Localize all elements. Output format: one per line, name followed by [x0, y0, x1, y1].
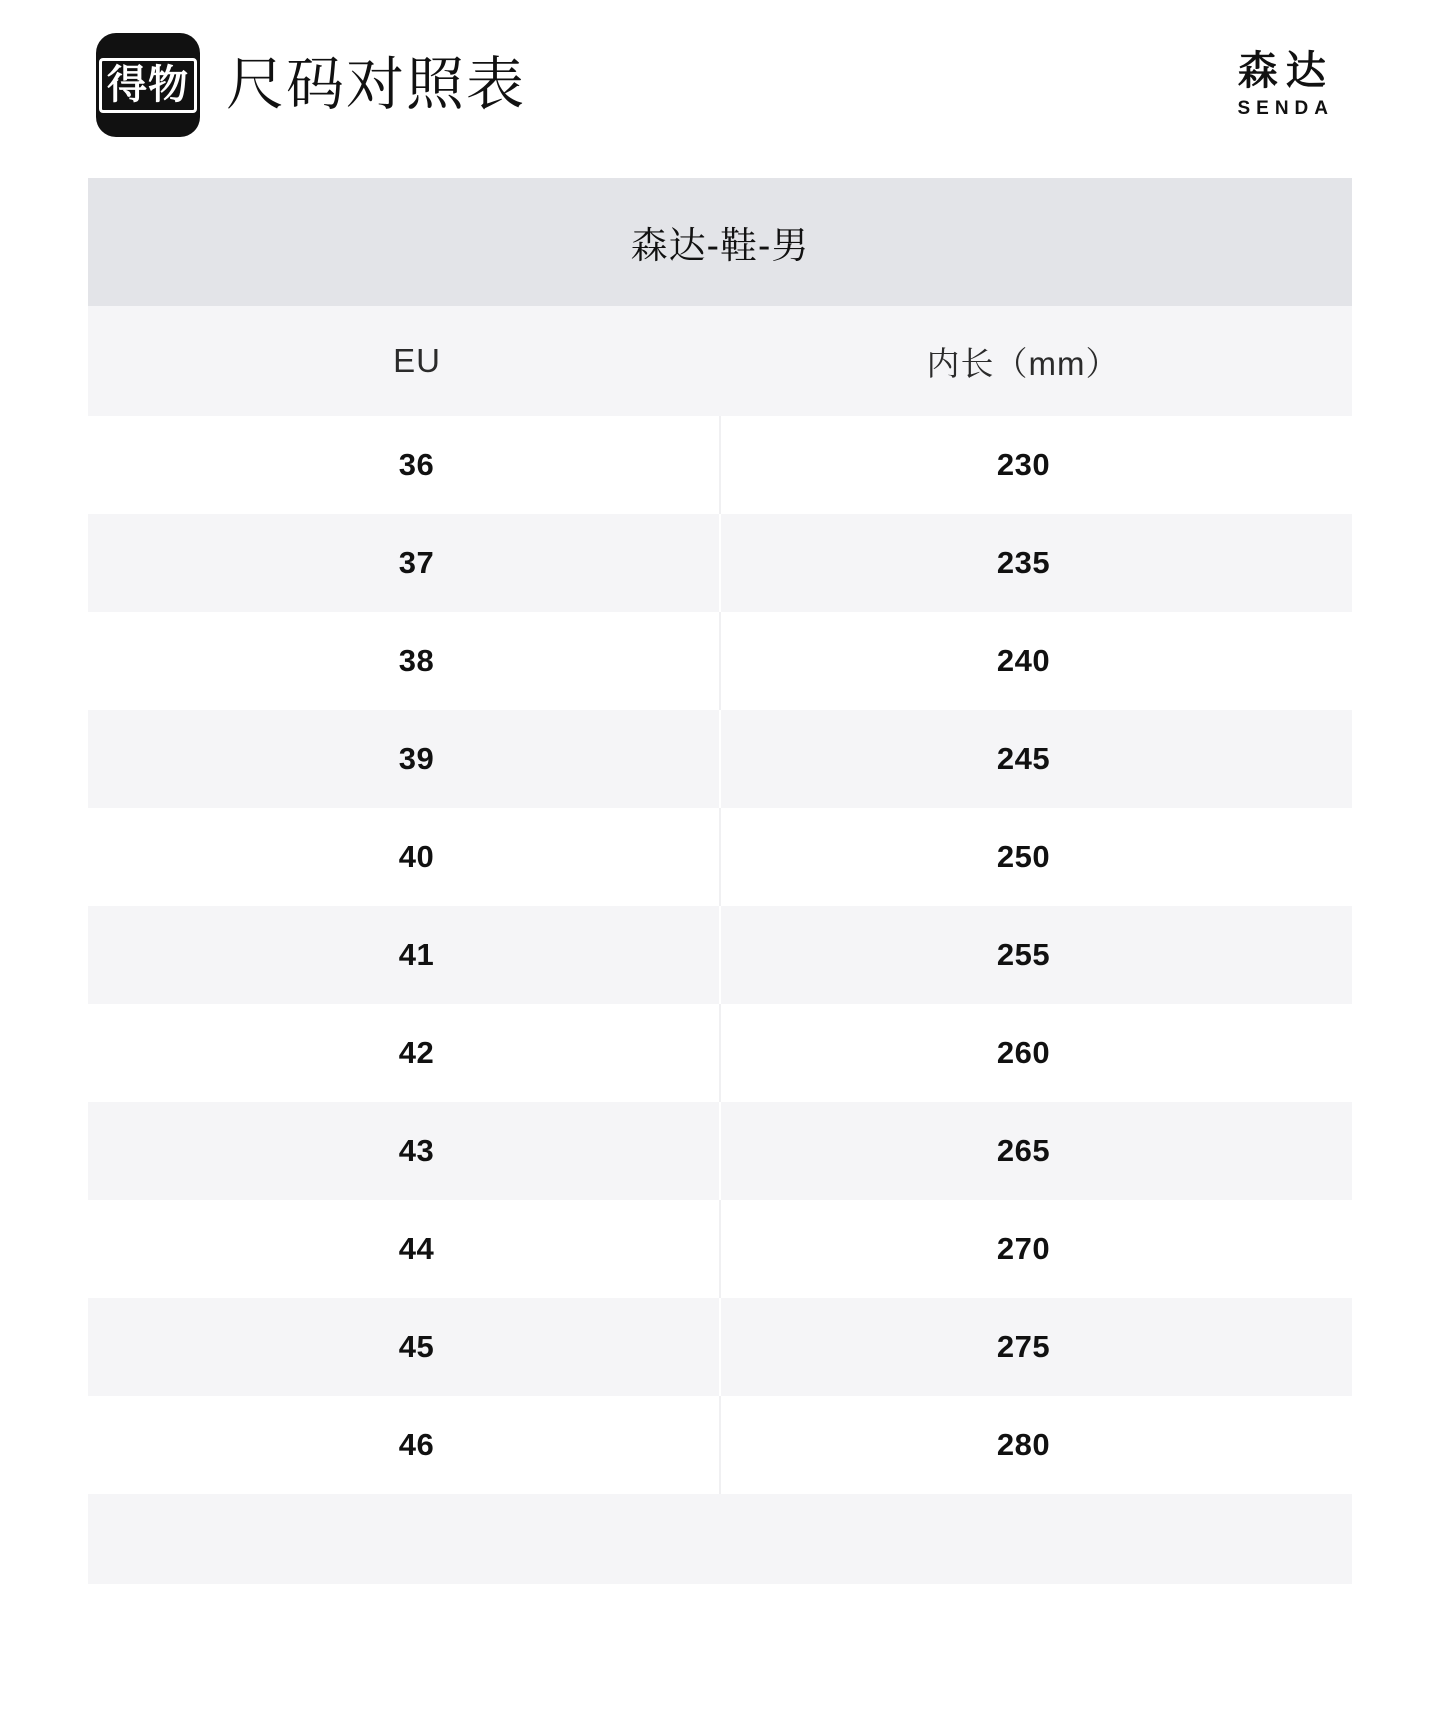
- row-gutter-left: [88, 416, 114, 514]
- cell-inner-length: 230: [720, 416, 1326, 514]
- cell-eu: 45: [114, 1298, 720, 1396]
- column-header-eu: EU: [114, 306, 720, 416]
- cell-inner-length: 240: [720, 612, 1326, 710]
- row-gutter-left: [88, 1004, 114, 1102]
- row-gutter-left: [88, 710, 114, 808]
- row-gutter-right: [1326, 1102, 1352, 1200]
- row-gutter-right: [1326, 1396, 1352, 1494]
- row-gutter-right: [1326, 416, 1352, 514]
- cell-inner-length: 255: [720, 906, 1326, 1004]
- row-gutter-right: [1326, 808, 1352, 906]
- row-gutter-right: [1326, 710, 1352, 808]
- size-table-body: [88, 416, 1352, 1494]
- vendor-logo-name-en: SENDA: [1237, 98, 1334, 119]
- size-table-panel: [88, 178, 1352, 1584]
- cell-eu: 39: [114, 710, 720, 808]
- table-row: [88, 808, 1352, 906]
- table-row: [88, 416, 1352, 514]
- table-row: [88, 906, 1352, 1004]
- row-gutter-left: [88, 808, 114, 906]
- row-gutter-left: [88, 1200, 114, 1298]
- cell-eu: 42: [114, 1004, 720, 1102]
- table-row: [88, 1298, 1352, 1396]
- row-gutter-right: [1326, 906, 1352, 1004]
- table-row: [88, 710, 1352, 808]
- vendor-logo: [1237, 50, 1344, 120]
- table-row: [88, 1102, 1352, 1200]
- row-gutter-left: [88, 1396, 114, 1494]
- table-row: [88, 1004, 1352, 1102]
- cell-inner-length: 260: [720, 1004, 1326, 1102]
- table-header-row: [88, 306, 1352, 416]
- row-gutter-right: [1326, 514, 1352, 612]
- row-gutter-left: [88, 514, 114, 612]
- row-gutter-left: [88, 1102, 114, 1200]
- cell-inner-length: 280: [720, 1396, 1326, 1494]
- cell-inner-length: 235: [720, 514, 1326, 612]
- dewu-logo-text: 得物: [99, 58, 197, 113]
- page-header: [0, 0, 1440, 140]
- size-table: [88, 306, 1352, 1494]
- cell-eu: 37: [114, 514, 720, 612]
- row-gutter-right: [1326, 1298, 1352, 1396]
- cell-inner-length: 250: [720, 808, 1326, 906]
- row-gutter-right: [1326, 1004, 1352, 1102]
- table-row: [88, 612, 1352, 710]
- size-table-title: 森达-鞋-男: [88, 178, 1352, 306]
- cell-eu: 36: [114, 416, 720, 514]
- cell-inner-length: 270: [720, 1200, 1326, 1298]
- dewu-logo-icon: [96, 33, 200, 137]
- gutter-left: [88, 306, 114, 416]
- table-row: [88, 514, 1352, 612]
- cell-inner-length: 245: [720, 710, 1326, 808]
- size-table-head: [88, 306, 1352, 416]
- column-header-inner-length: 内长（mm）: [720, 306, 1326, 416]
- cell-eu: 40: [114, 808, 720, 906]
- page-title: 尺码对照表: [226, 52, 527, 117]
- gutter-right: [1326, 306, 1352, 416]
- cell-eu: 38: [114, 612, 720, 710]
- table-row: [88, 1396, 1352, 1494]
- table-row: [88, 1200, 1352, 1298]
- cell-inner-length: 265: [720, 1102, 1326, 1200]
- cell-eu: 43: [114, 1102, 720, 1200]
- row-gutter-right: [1326, 612, 1352, 710]
- row-gutter-left: [88, 612, 114, 710]
- cell-eu: 44: [114, 1200, 720, 1298]
- cell-inner-length: 275: [720, 1298, 1326, 1396]
- row-gutter-left: [88, 906, 114, 1004]
- cell-eu: 46: [114, 1396, 720, 1494]
- vendor-logo-name-cn: 森达: [1237, 49, 1334, 93]
- row-gutter-left: [88, 1298, 114, 1396]
- row-gutter-right: [1326, 1200, 1352, 1298]
- cell-eu: 41: [114, 906, 720, 1004]
